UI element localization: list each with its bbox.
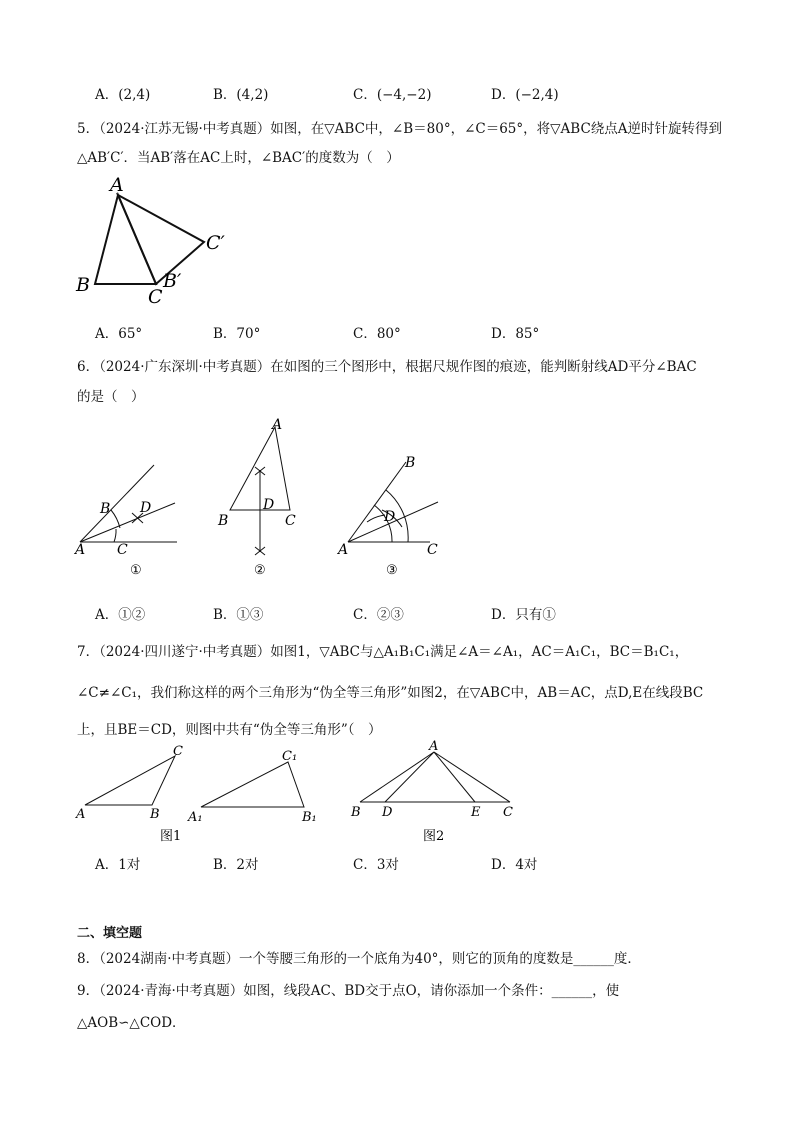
q6-option-c[interactable]: C．②③ [353, 607, 404, 623]
q6-figure-1 [80, 465, 177, 542]
q6-f2-label-b: B [218, 513, 229, 529]
q5-label-b-prime: B′ [163, 270, 182, 292]
q7-figures [70, 740, 530, 845]
q7-f2-label-b: B [351, 805, 361, 820]
q6-figure-2 [230, 427, 290, 555]
q6-f2-label-c: C [285, 513, 296, 529]
q5-stem-line1: 5．（2024·江苏无锡·中考真题）如图，在▽ABC中，∠B＝80°，∠C＝65°，将▽ABC绕点A逆时针旋转得到 [77, 121, 723, 137]
q5-triangle-ab1c1 [118, 195, 204, 284]
q7-f2-label-c: C [503, 805, 513, 820]
q7-fig2-caption: 图2 [423, 829, 445, 844]
q6-f1-label-c: C [117, 542, 128, 558]
q6-f3-label-a: A [338, 542, 349, 558]
q8-stem: 8．（2024湖南·中考真题）一个等腰三角形的一个底角为40°，则它的顶角的度数是______度． [77, 951, 641, 967]
q7-fig1-triangle-a1b1c1 [201, 762, 304, 807]
q6-f1-label-a: A [75, 542, 86, 558]
q4-option-d[interactable]: D．(−2,4) [491, 87, 559, 103]
q6-option-b[interactable]: B．①③ [213, 607, 264, 623]
q5-option-a[interactable]: A．65° [95, 326, 143, 342]
q7-f1b-label-b1: B₁ [302, 810, 317, 825]
q5-label-c-prime: C′ [206, 232, 225, 254]
q7-fig1-triangle-abc [85, 756, 175, 805]
q7-f2-label-d: D [382, 805, 393, 820]
q9-stem-line2: △AOB∽△COD． [77, 1015, 186, 1031]
section-title-fill-in: 二、填空题 [77, 926, 143, 941]
q7-options [95, 853, 735, 871]
q6-f2-label-d: D [263, 497, 275, 513]
q6-figures [70, 415, 670, 585]
q5-label-b: B [76, 274, 90, 296]
q6-figure-3 [348, 462, 438, 542]
q5-option-d[interactable]: D．85° [491, 326, 540, 342]
q9-stem-line1: 9．（2024·青海·中考真题）如图，线段AC、BD交于点O，请你添加一个条件：______，使 [77, 983, 620, 999]
q7-option-c[interactable]: C．3对 [353, 857, 399, 873]
q7-option-d[interactable]: D．4对 [491, 857, 538, 873]
q5-figure [70, 172, 245, 312]
q7-fig1-caption: 图1 [160, 829, 182, 844]
q7-stem-line2: ∠C≠∠C₁，我们称这样的两个三角形为“伪全等三角形”如图2，在▽ABC中，AB＝AC，点D,E在线段BC [77, 685, 704, 701]
q7-f1a-label-c: C [173, 744, 183, 759]
q7-stem-line1: 7．（2024·四川遂宁·中考真题）如图1，▽ABC与△A₁B₁C₁满足∠A＝∠A₁，AC＝A₁C₁，BC＝B₁C₁， [77, 644, 689, 660]
q5-option-b[interactable]: B．70° [213, 326, 261, 342]
q4-option-c[interactable]: C．(−4,−2) [353, 87, 432, 103]
q7-f1b-label-a1: A₁ [188, 810, 203, 825]
q6-stem-line1: 6．（2024·广东深圳·中考真题）在如图的三个图形中，根据尺规作图的痕迹，能判断射线AD平分∠BAC [77, 359, 697, 375]
q6-f1-caption: ① [130, 563, 142, 578]
q7-fig2-segment-ae [434, 752, 475, 802]
q6-f1-label-d: D [140, 500, 152, 516]
q7-option-a[interactable]: A．1对 [95, 857, 141, 873]
q6-f3-label-d: D [384, 509, 396, 525]
q6-f2-caption: ② [254, 563, 266, 578]
q7-fig2-side-ab [360, 752, 434, 802]
q6-option-d[interactable]: D．只有① [491, 607, 556, 623]
q6-f1-label-b: B [100, 501, 111, 517]
q4-option-b[interactable]: B．(4,2) [213, 87, 269, 103]
q7-stem-line3: 上，且BE＝CD，则图中共有“伪全等三角形”（ ） [77, 722, 382, 738]
q7-f1a-label-b: B [150, 807, 160, 822]
q4-options [95, 83, 735, 101]
q7-f2-label-e: E [471, 805, 481, 820]
q6-f3-caption: ③ [386, 563, 398, 578]
q6-options [95, 603, 735, 621]
q6-f3-label-c: C [427, 542, 438, 558]
q6-f3-label-b: B [405, 455, 416, 471]
q5-stem-line2: △AB′C′．当AB′落在AC上时，∠BAC′的度数为（ ） [77, 150, 400, 166]
q6-option-a[interactable]: A．①② [95, 607, 146, 623]
q5-option-c[interactable]: C．80° [353, 326, 401, 342]
q7-fig2-segment-ad [385, 752, 434, 802]
q6-f2-label-a: A [272, 417, 283, 433]
q7-option-b[interactable]: B．2对 [213, 857, 259, 873]
q6-stem-line2: 的是（ ） [77, 389, 145, 405]
q5-triangle-abc [95, 195, 156, 284]
q5-label-c: C [148, 286, 163, 308]
q7-f1b-label-c1: C₁ [282, 749, 298, 764]
q7-f2-label-a: A [429, 740, 439, 754]
q4-option-a[interactable]: A．(2,4) [95, 87, 151, 103]
q5-options [95, 322, 735, 340]
q5-label-a: A [110, 174, 124, 196]
q7-f1a-label-a: A [76, 807, 86, 822]
q7-fig2-side-ac [434, 752, 510, 802]
